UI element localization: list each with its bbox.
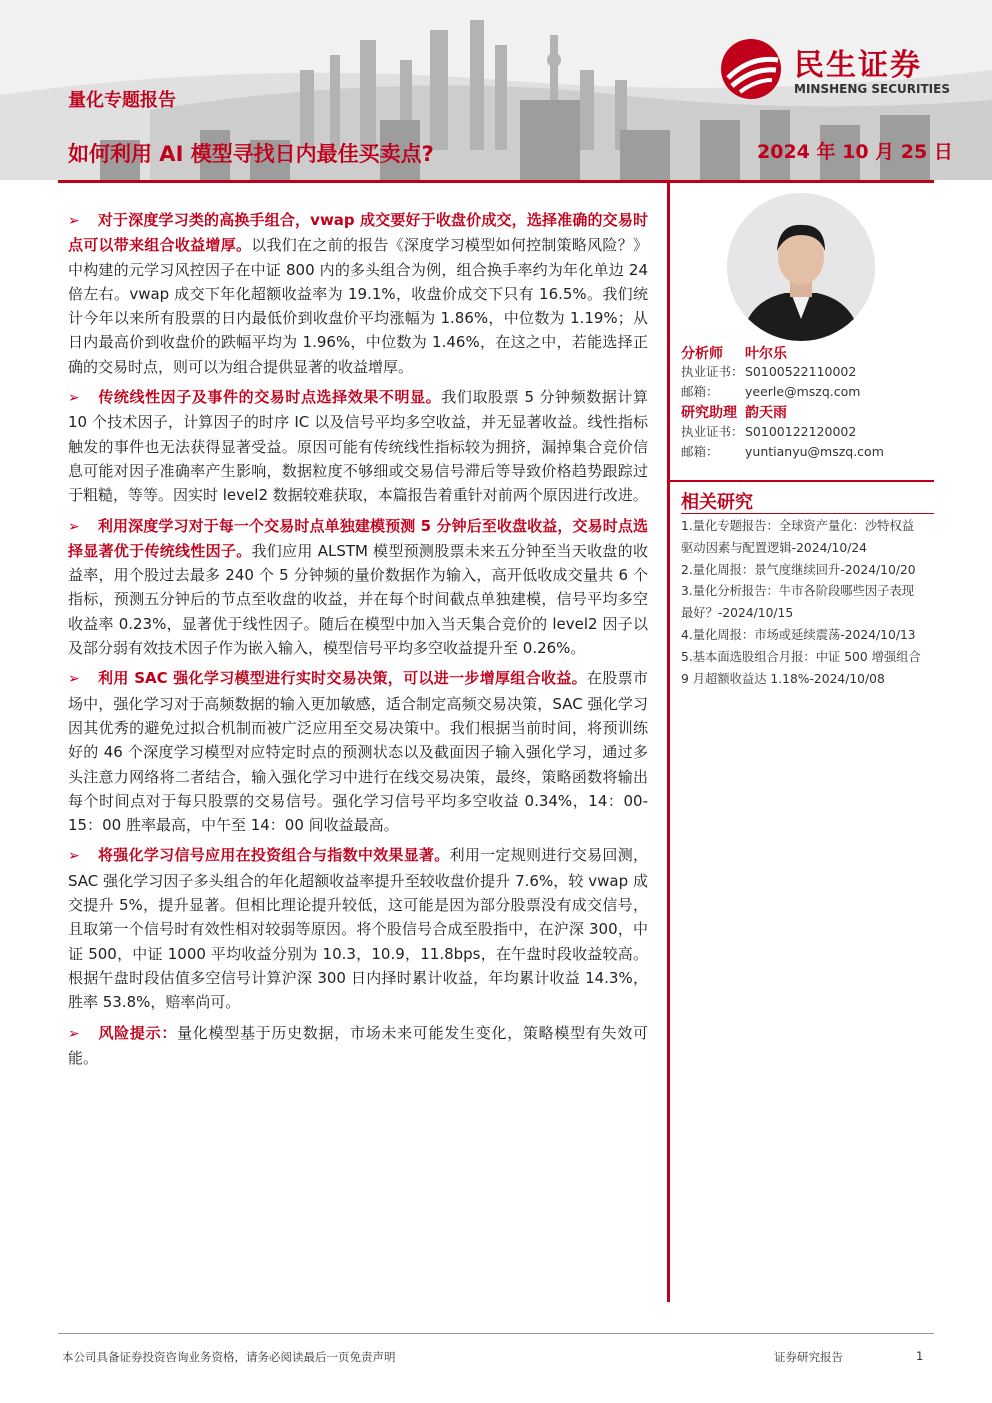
logo-text-en: MINSHENG SECURITIES: [794, 82, 950, 96]
related-item[interactable]: 2.量化周报：景气度继续回升-2024/10/20: [681, 562, 916, 577]
bullet-heading: 利用 SAC 强化学习模型进行实时交易决策，可以进一步增厚组合收益。: [97, 669, 588, 688]
related-underline: [681, 513, 934, 514]
email-label: 邮箱：: [681, 444, 719, 459]
analyst-name: 叶尔乐: [745, 346, 787, 362]
sidebar-divider: [670, 480, 934, 482]
analyst-email-line: [681, 382, 860, 400]
footer-disclaimer: 本公司具备证券投资咨询业务资格，请务必阅读最后一页免责声明: [62, 1350, 396, 1364]
header-divider: [58, 180, 934, 183]
cert-label: 执业证书：: [681, 364, 744, 379]
assistant-cert: S0100122120002: [745, 424, 857, 439]
bullet-text: 量化模型基于历史数据，市场未来可能发生变化，策略模型有失效可能。: [68, 1023, 648, 1067]
bullet-paragraph: [68, 385, 648, 507]
column-divider: [667, 180, 670, 1302]
person-avatar-icon: [727, 193, 875, 341]
arrow-icon: ➢: [68, 213, 80, 229]
report-type: 量化专题报告: [68, 90, 176, 111]
bullet-paragraph: [68, 1021, 648, 1071]
footer-doc-type: 证券研究报告: [774, 1350, 843, 1364]
bullet-text: 在股票市场中，强化学习对于高频数据的输入更加敏感，适合制定高频交易决策，SAC 强化学习因其优秀的避免过拟合机制而被广泛应用至交易决策中。我们根据当前时间，将预训练好的 46 个深度学习模型对应特定时点的预测状态以及截面因子输入强化学习，通过多头注意力网络将二者结合，输入强化学习中进行在线交易决策，最终，策略函数将输出每个时间点对于每只股票的交易信号。强化学习信号平均多空收益 0.34%，14：00-15：00 胜率最高，中午至 14：00 间收益最高。: [68, 669, 648, 835]
assistant-email-line: [681, 442, 884, 460]
report-title: 如何利用 AI 模型寻找日内最佳买卖点?: [68, 142, 434, 166]
related-item[interactable]: 1.量化专题报告：全球资产量化：沙特权益驱动因素与配置逻辑-2024/10/24: [681, 519, 915, 555]
bullet-text: 以我们在之前的报告《深度学习模型如何控制策略风险？》中构建的元学习风控因子在中证 800 内的多头组合为例，组合换手率约为年化单边 24 倍左右。vwap 成交下年化超额收益率为 19.1%，收盘价成交下只有 16.5%。我们统计今年以来所有股票的日内最低价到收盘价平均涨幅为 1.86%，中位数为 1.19%；从日内最高价到收盘价的跌幅平均为 1.96%，中位数为 1.46%，在这之中，若能选择正确的交易时点，则可以为组合提供显著的收益增厚。: [68, 236, 648, 376]
assistant-cert-line: [681, 422, 856, 440]
arrow-icon: ➢: [68, 390, 80, 407]
minsheng-logo-icon: [720, 38, 786, 100]
related-research-title: 相关研究: [681, 492, 753, 513]
related-item[interactable]: 5.基本面选股组合月报：中证 500 增强组合 9 月超额收益达 1.18%-2024/10/08: [681, 649, 921, 686]
related-item[interactable]: 3.量化分析报告：牛市各阶段哪些因子表现最好？-2024/10/15: [681, 584, 915, 621]
bullet-heading: 利用深度学习对于每一个交易时点单独建模预测 5 分钟后至收盘收益，交易时点选择显著优于传统线性因子。: [68, 516, 648, 560]
analyst-photo: [727, 193, 875, 341]
email-label: 邮箱：: [681, 384, 719, 399]
bullet-heading: 传统线性因子及事件的交易时点选择效果不明显。: [97, 388, 442, 407]
header-banner: [0, 0, 992, 180]
bullet-heading: 将强化学习信号应用在投资组合与指数中效果显著。: [97, 846, 450, 865]
bullet-paragraph: [68, 514, 648, 661]
related-research-list: [681, 516, 921, 690]
arrow-icon: ➢: [68, 518, 80, 535]
report-date: 2024 年 10 月 25 日: [757, 141, 953, 163]
bullet-paragraph: [68, 843, 648, 1014]
analyst-cert: S0100522110002: [745, 364, 857, 379]
company-logo: [720, 38, 970, 102]
logo-text-cn: 民生证券: [794, 48, 922, 83]
bullet-text: 利用一定规则进行交易回测，SAC 强化学习因子多头组合的年化超额收益率提升至较收盘价提升 7.6%，较 vwap 成交提升 5%，提升显著。但相比理论提升较低，这可能是因为部分股票没有成交信号，且取第一个信号时有效性相对较弱等原因。将个股信号合成至股指中，在沪深 300，中证 500，中证 1000 平均收益分别为 10.3，10.9，11.8bps，在午盘时段收益较高。根据午盘时段估值多空信号计算沪深 300 日内择时累计收益，年均累计收益 14.3%，胜率 53.8%，赔率尚可。: [68, 846, 648, 1012]
related-item[interactable]: 4.量化周报：市场或延续震荡-2024/10/13: [681, 627, 916, 642]
analyst-line: [681, 343, 787, 363]
assistant-email[interactable]: yuntianyu@mszq.com: [745, 444, 884, 459]
bullet-paragraph: [68, 666, 648, 837]
analyst-email[interactable]: yeerle@mszq.com: [745, 384, 861, 399]
bullet-heading: 对于深度学习类的高换手组合，vwap 成交要好于收盘价成交，选择准确的交易时点可以带来组合收益增厚。: [68, 211, 648, 255]
assistant-name: 韵天雨: [745, 405, 787, 421]
footer-divider: [58, 1333, 934, 1334]
arrow-icon: ➢: [68, 671, 80, 688]
assistant-line: [681, 402, 787, 422]
analyst-role: 分析师: [681, 346, 723, 362]
cert-label: 执业证书：: [681, 424, 744, 439]
bullet-text: 我们取股票 5 分钟频数据计算 10 个技术因子，计算因子的时序 IC 以及信号平均多空收益，并无显著收益。线性指标触发的事件也无法获得显著受益。原因可能有传统线性指标较为拥挤，漏掉集合竞价信息可能对因子准确率产生影响，数据粒度不够细或交易信号滞后等导致价格趋势跟踪过于粗糙，等等。因实时 level2 数据较难获取，本篇报告着重针对前两个原因进行改进。: [68, 388, 648, 505]
page-number: 1: [916, 1349, 924, 1363]
assistant-role: 研究助理: [681, 405, 737, 421]
bullet-heading: 风险提示：: [97, 1023, 178, 1042]
arrow-icon: ➢: [68, 848, 80, 865]
arrow-icon: ➢: [68, 1025, 80, 1042]
bullet-paragraph: [68, 208, 648, 379]
summary-body: [68, 208, 648, 1076]
bullet-text: 我们应用 ALSTM 模型预测股票未来五分钟至当天收盘的收益率，用个股过去最多 240 个 5 分钟频的量价数据作为输入，高开低收成交量共 6 个指标，预测五分钟后的节点至收盘的收益，并在每个时间截点单独建模，信号平均多空收益率 0.23%，显著优于线性因子。随后在模型中加入当天集合竞价的 level2 因子以及部分弱有效技术因子作为嵌入输入，模型信号平均多空收益提升至 0.26%。: [68, 541, 648, 658]
analyst-cert-line: [681, 362, 856, 380]
